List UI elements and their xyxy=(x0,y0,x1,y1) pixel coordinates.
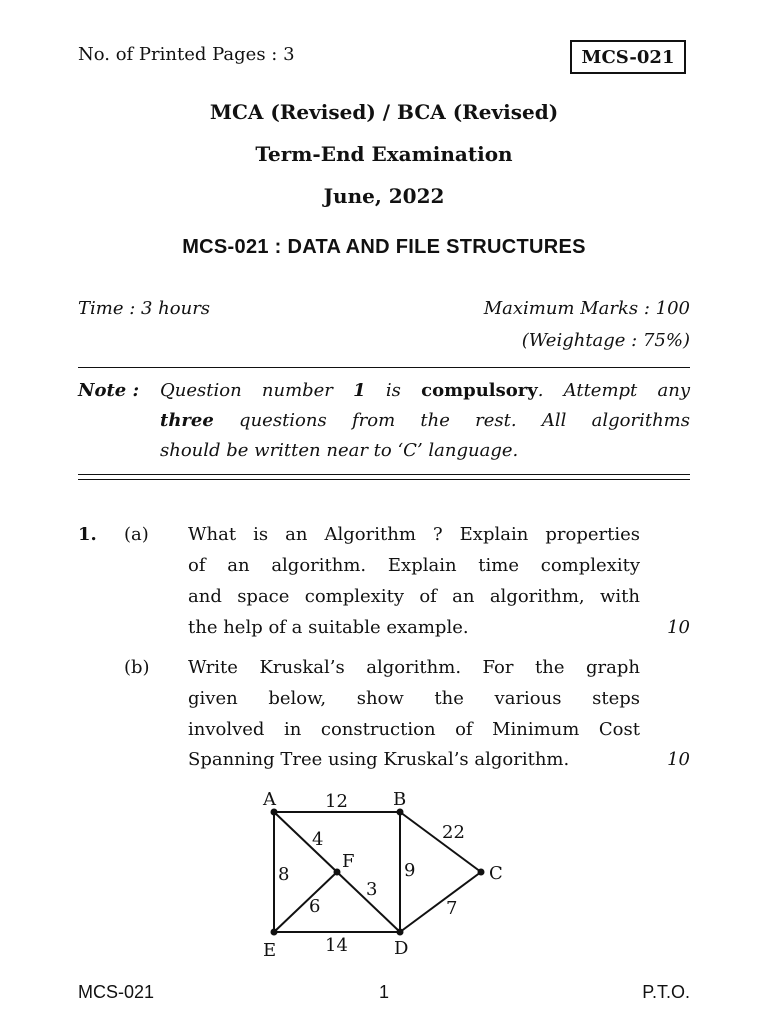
node-label-b: B xyxy=(393,789,407,810)
printed-pages: No. of Printed Pages : 3 xyxy=(78,44,295,65)
part-a-marks: 10 xyxy=(667,617,690,638)
program-title: MCA (Revised) / BCA (Revised) xyxy=(209,100,559,124)
part-b-label: (b) xyxy=(124,657,150,678)
question-number: 1. xyxy=(78,524,97,545)
node-label-a: A xyxy=(263,789,276,810)
edge-a-f xyxy=(274,812,337,872)
weightage: (Weightage : 75%) xyxy=(521,330,690,351)
node-label-f: F xyxy=(342,851,355,872)
edge-weight-f-d: 3 xyxy=(366,879,378,900)
note-label: Note : xyxy=(78,380,140,401)
part-a-line-3: and space complexity of an algorithm, with xyxy=(188,586,640,607)
footer-pto: P.T.O. xyxy=(642,982,690,1002)
part-b-line-2: given below, show the various steps xyxy=(188,688,640,709)
part-b-line-3: involved in construction of Minimum Cost xyxy=(188,719,640,740)
note-line-3: should be written near to ‘C’ language. xyxy=(160,440,519,461)
exam-session: June, 2022 xyxy=(323,184,445,208)
edge-weight-f-e: 6 xyxy=(309,896,321,917)
node-e-dot xyxy=(271,929,278,936)
part-a-line-4: the help of a suitable example. xyxy=(188,617,469,638)
node-label-d: D xyxy=(394,938,409,959)
footer-page-number: 1 xyxy=(378,982,389,1002)
node-label-e: E xyxy=(263,940,277,961)
course-title: MCS-021 : DATA AND FILE STRUCTURES xyxy=(182,236,586,258)
part-b-marks: 10 xyxy=(667,749,690,770)
node-c-dot xyxy=(478,869,485,876)
node-label-c: C xyxy=(489,863,503,884)
part-b-line-4: Spanning Tree using Kruskal’s algorithm. xyxy=(188,749,570,770)
part-a-label: (a) xyxy=(124,524,149,545)
edge-weight-a-f: 4 xyxy=(312,829,324,850)
edge-weight-e-d: 14 xyxy=(325,935,348,956)
exam-time: Time : 3 hours xyxy=(78,298,211,319)
node-f-dot xyxy=(334,869,341,876)
edge-weight-b-d: 9 xyxy=(404,860,416,881)
note-line-2: three questions from the rest. All algorithms xyxy=(160,410,690,431)
edge-weight-d-c: 7 xyxy=(446,898,458,919)
max-marks: Maximum Marks : 100 xyxy=(483,298,690,319)
edge-weight-a-e: 8 xyxy=(278,864,290,885)
part-a-line-1: What is an Algorithm ? Explain properties xyxy=(188,524,640,545)
part-b-line-1: Write Kruskal’s algorithm. For the graph xyxy=(188,657,640,678)
footer-course-code: MCS-021 xyxy=(78,982,155,1002)
course-code: MCS-021 xyxy=(581,46,675,68)
part-a-line-2: of an algorithm. Explain time complexity xyxy=(188,555,640,576)
edge-weight-a-b: 12 xyxy=(325,791,348,812)
exam-title: Term-End Examination xyxy=(255,142,513,166)
edge-weight-b-c: 22 xyxy=(442,822,465,843)
note-line-1: Question number 1 is compulsory. Attempt any xyxy=(160,380,690,401)
edge-d-c xyxy=(400,872,481,932)
node-d-dot xyxy=(397,929,404,936)
